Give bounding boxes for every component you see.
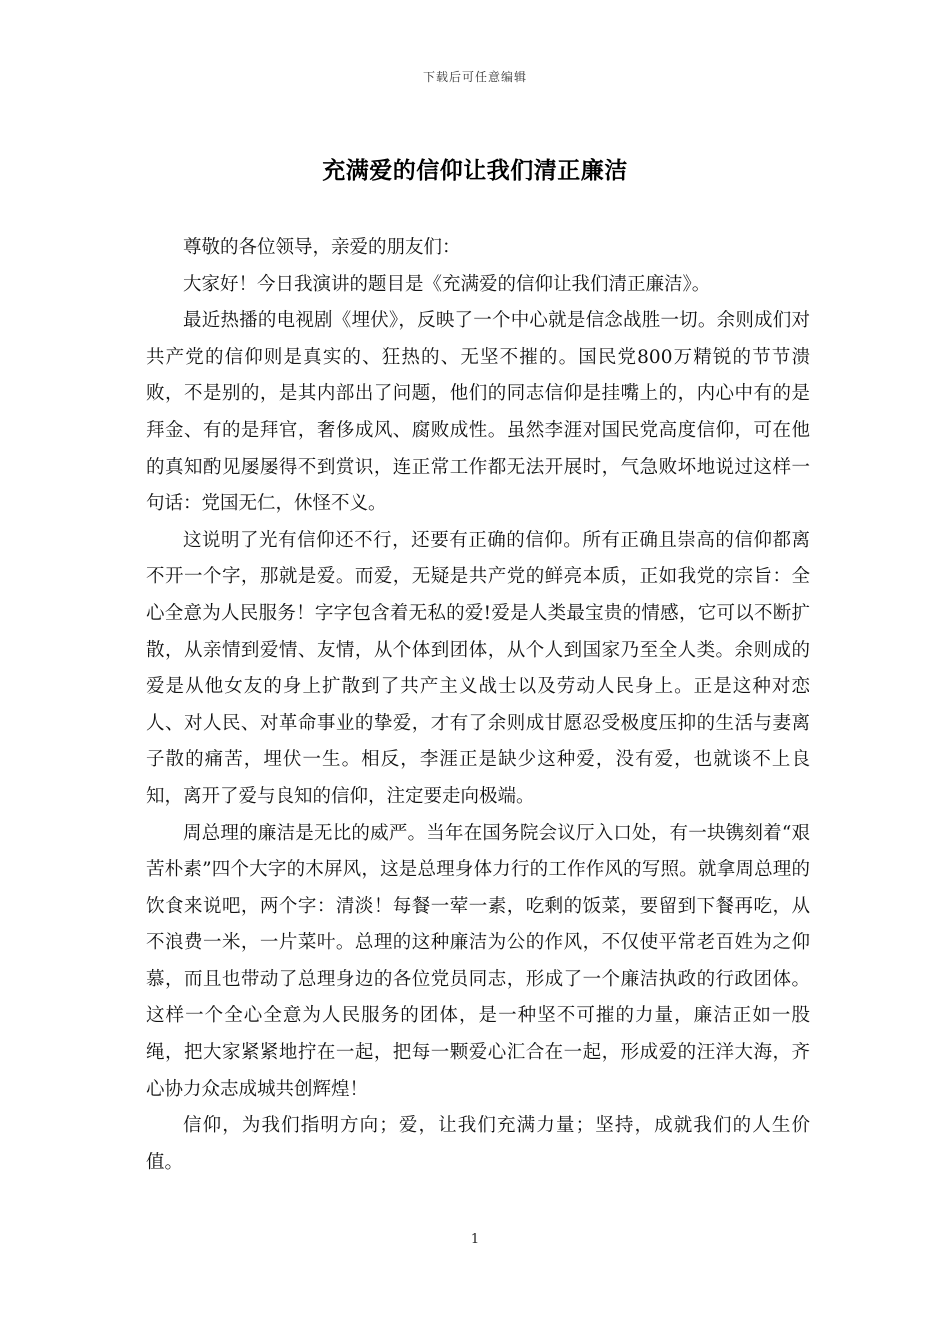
page-number: 1	[470, 1232, 480, 1247]
closing-paragraph: 信仰，为我们指明方向；爱，让我们充满力量；坚持，成就我们的人生价值。	[146, 1115, 810, 1173]
document-title: 充满爱的信仰让我们清正廉洁	[322, 157, 628, 184]
body-paragraph: 周总理的廉洁是无比的威严。当年在国务院会议厅入口处，有一块镌刻着“艰苦朴素”四个大字的木屏风，这是总理身体力行的工作作风的写照。就拿周总理的饮食来说吧，两个字：清淡！每餐一荤一素，吃剩的饭菜，要留到下餐再吃，从不浪费一米，一片菜叶。总理的这种廉洁为公的作风，不仅使平常老百姓为之仰慕，而且也带动了总理身边的各位党员同志，形成了一个廉洁执政的行政团体。这样一个全心全意为人民服务的团体，是一种坚不可摧的力量，廉洁正如一股绳，把大家紧紧地拧在一起，把每一颗爱心汇合在一起，形成爱的汪洋大海，齐心协力众志成城共创辉煌！	[146, 822, 810, 1100]
body-paragraph: 这说明了光有信仰还不行，还要有正确的信仰。所有正确且崇高的信仰都离不开一个字，那就是爱。而爱，无疑是共产党的鲜亮本质，正如我党的宗旨：全心全意为人民服务！字字包含着无私的爱!爱是人类最宝贵的情感，它可以不断扩散，从亲情到爱情、友情，从个体到团体，从个人到国家乃至全人类。余则成的爱是从他女友的身上扩散到了共产主义战士以及劳动人民身上。正是这种对恋人、对人民、对革命事业的挚爱，才有了余则成甘愿忍受极度压抑的生活与妻离子散的痛苦，埋伏一生。相反，李涯正是缺少这种爱，没有爱，也就谈不上良知，离开了爱与良知的信仰，注定要走向极端。	[146, 529, 810, 807]
greeting-paragraph: 大家好！今日我演讲的题目是《充满爱的信仰让我们清正廉洁》。	[183, 273, 711, 295]
header-note: 下载后可任意编辑	[422, 70, 527, 84]
salutation-paragraph: 尊敬的各位领导，亲爱的朋友们：	[183, 237, 461, 258]
document-body	[146, 230, 810, 1181]
body-paragraph: 最近热播的电视剧《埋伏》，反映了一个中心就是信念战胜一切。余则成们对共产党的信仰则是真实的、狂热的、无坚不摧的。国民党800万精锐的节节溃败，不是别的，是其内部出了问题，他们的同志信仰是挂嘴上的，内心中有的是拜金、有的是拜官，奢侈成风、腐败成性。虽然李涯对国民党高度信仰，可在他的真知酌见屡屡得不到赏识，连正常工作都无法开展时，气急败坏地说过这样一句话：党国无仁，休怪不义。	[146, 310, 810, 515]
